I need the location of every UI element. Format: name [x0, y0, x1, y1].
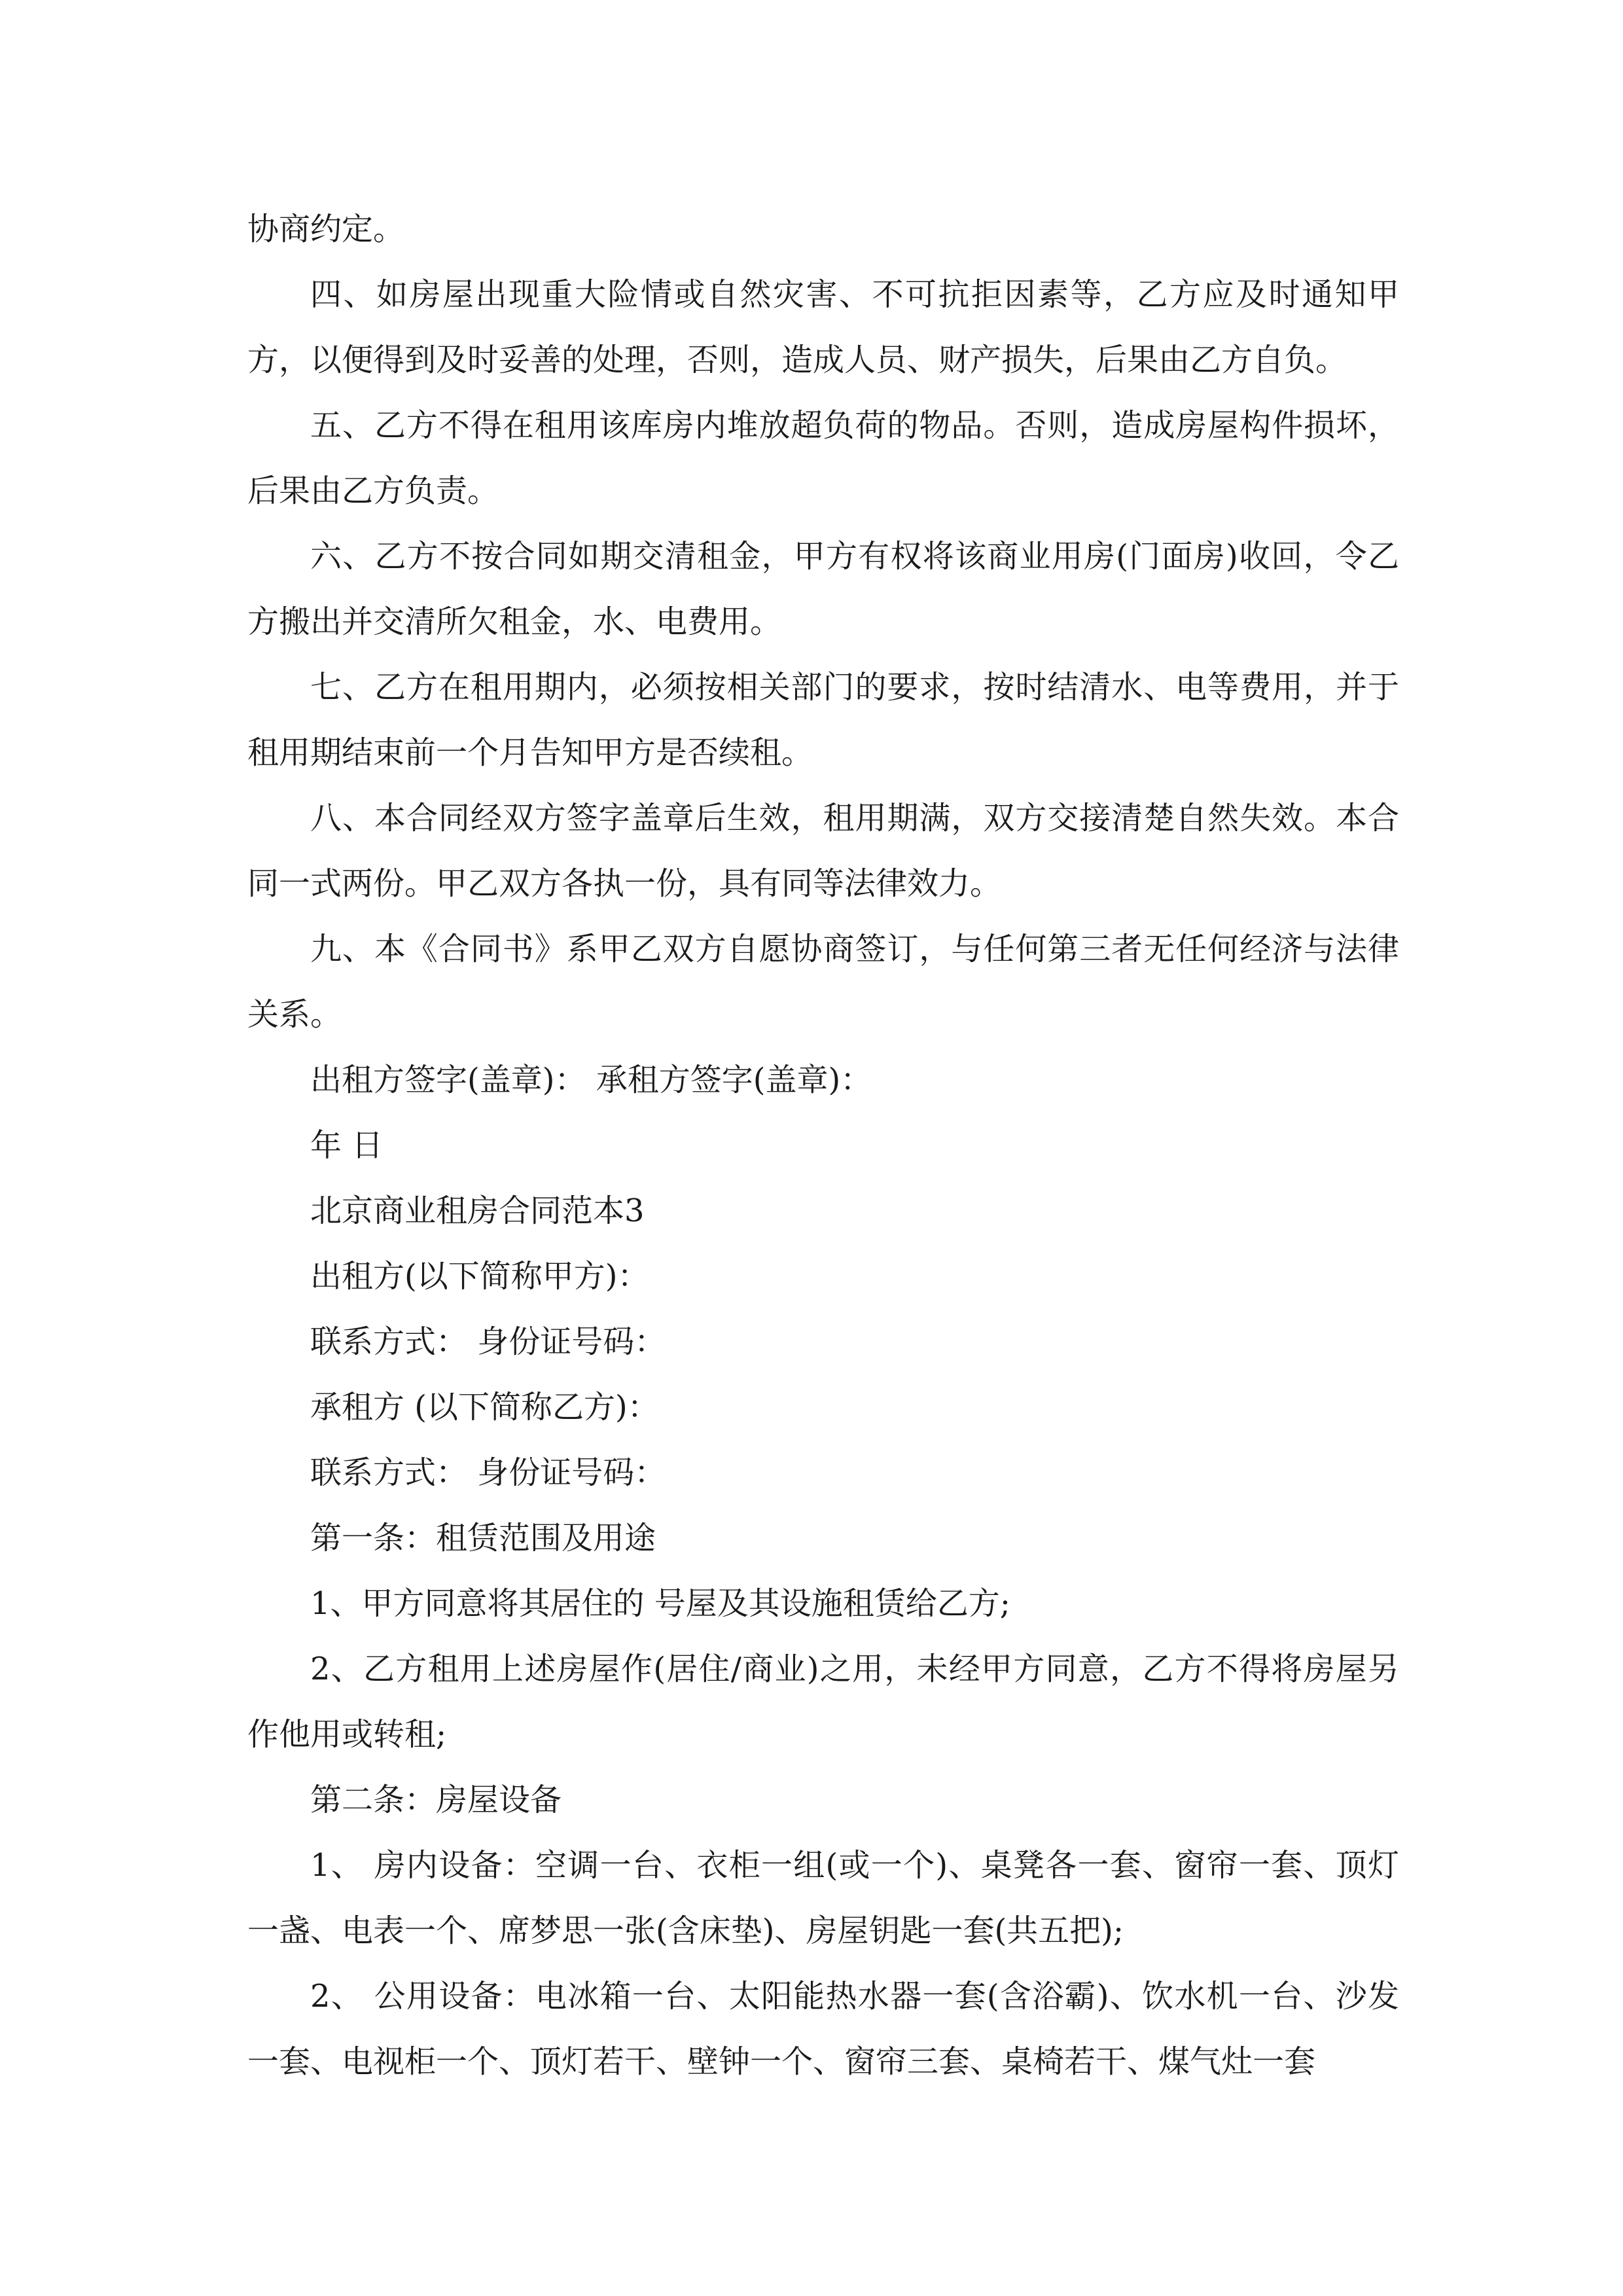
lessor-contact-line: 联系方式： 身份证号码： [310, 1323, 666, 1360]
paragraph-item-5: 五、乙方不得在租用该库房内堆放超负荷的物品。否则，造成房屋构件损坏，后果由乙方负责。 [247, 407, 1399, 509]
document-body [247, 196, 1399, 2094]
article-1-clause-1: 1、甲方同意将其居住的 号屋及其设施租赁给乙方; [310, 1585, 1010, 1622]
article-1-heading: 第一条：租赁范围及用途 [310, 1520, 656, 1556]
article-2-heading: 第二条：房屋设备 [310, 1782, 562, 1818]
paragraph-item-4: 四、如房屋出现重大险情或自然灾害、不可抗拒因素等，乙方应及时通知甲方，以便得到及时妥善的处理，否则，造成人员、财产损失，后果由乙方自负。 [247, 276, 1399, 378]
signature-line: 出租方签字(盖章)： 承租方签字(盖章)： [310, 1062, 872, 1098]
contract-title-3: 北京商业租房合同范本3 [310, 1193, 645, 1229]
paragraph-continuation: 协商约定。 [247, 211, 405, 247]
lessee-line: 承租方 (以下简称乙方)： [310, 1389, 659, 1426]
date-line: 年 日 [310, 1127, 383, 1164]
lessor-line: 出租方(以下简称甲方)： [310, 1258, 649, 1295]
paragraph-item-9: 九、本《合同书》系甲乙双方自愿协商签订，与任何第三者无任何经济与法律关系。 [247, 931, 1399, 1033]
article-2-clause-1: 1、 房内设备：空调一台、衣柜一组(或一个)、桌凳各一套、窗帘一套、顶灯一盏、电表一个、席梦思一张(含床垫)、房屋钥匙一套(共五把); [247, 1847, 1399, 1949]
paragraph-item-7: 七、乙方在租用期内，必须按相关部门的要求，按时结清水、电等费用，并于租用期结束前一个月告知甲方是否续租。 [247, 669, 1399, 771]
article-2-clause-2: 2、 公用设备：电冰箱一台、太阳能热水器一套(含浴霸)、饮水机一台、沙发一套、电视柜一个、顶灯若干、壁钟一个、窗帘三套、桌椅若干、煤气灶一套 [247, 1978, 1399, 2080]
article-1-clause-2: 2、乙方租用上述房屋作(居住/商业)之用，未经甲方同意，乙方不得将房屋另作他用或转租; [247, 1651, 1399, 1753]
lessee-contact-line: 联系方式： 身份证号码： [310, 1454, 666, 1491]
paragraph-item-8: 八、本合同经双方签字盖章后生效，租用期满，双方交接清楚自然失效。本合同一式两份。甲乙双方各执一份，具有同等法律效力。 [247, 800, 1399, 902]
paragraph-item-6: 六、乙方不按合同如期交清租金，甲方有权将该商业用房(门面房)收回，令乙方搬出并交清所欠租金，水、电费用。 [247, 538, 1399, 640]
